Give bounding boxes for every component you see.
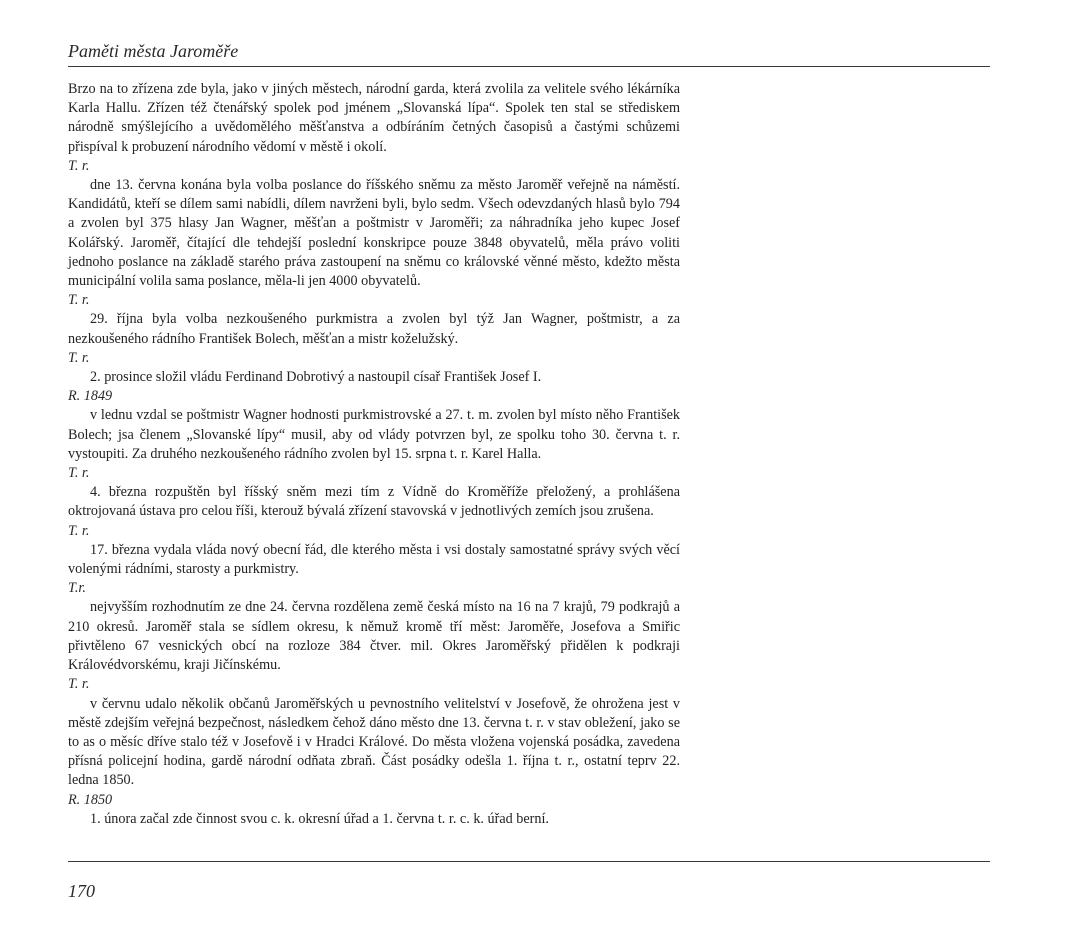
date-marker-1: T. r. bbox=[68, 157, 90, 174]
paragraph-0: Brzo na to zřízena zde byla, jako v jiných městech, národní garda, která zvolila za velitele svého lékárníka Karla Hallu. Zřízen též čtenářský spolek pod jménem „Slovanská lípa“. Spolek ten stal se střediskem národně smýšlejícího a uvědomělého měšťanstva a odbíráním četných časopisů a častými schůzemi přispíval k probuzení národního vědomí v městě i okolí. bbox=[68, 81, 680, 155]
paragraph-7: nejvyšším rozhodnutím ze dne 24. června rozdělena země česká místo na 16 na 7 krajů, 79 podkrajů a 210 okresů. Jaroměř stala se sídlem okresu, k němuž kromě tří měst: Jaroměře, Josefova a Smiřic přivtěleno 67 vesnických obcí na rozloze 384 čtver. mil. Okres Jaroměřský přidělen k podkraji Královédvorskému, kraji Jičínskému. bbox=[68, 599, 680, 674]
page-number: 170 bbox=[68, 881, 95, 901]
paragraph-9: 1. února začal zde činnost svou c. k. okresní úřad a 1. června t. r. c. k. úřad berní. bbox=[90, 810, 549, 827]
paragraph-4: v lednu vzdal se poštmistr Wagner hodnosti purkmistrovské a 27. t. m. zvolen byl místo něho František Bolech; jsa členem „Slovanské lípy“ musil, aby od vlády potvrzen byl, ze spolku toho 30. června t. r. vystoupiti. Za druhého nezkoušeného rádního zvolen byl 15. srpna t. r. Karel Halla. bbox=[68, 407, 680, 462]
paragraph-6: 17. března vydala vláda nový obecní řád, dle kterého města i vsi dostaly samostatné správy svých věcí volenými rádními, starosty a purkmistry. bbox=[68, 541, 680, 578]
date-marker-6: T. r. bbox=[68, 522, 90, 539]
date-marker-4: R. 1849 bbox=[68, 388, 113, 405]
date-marker-5: T. r. bbox=[68, 465, 90, 482]
date-marker-3: T. r. bbox=[68, 349, 90, 366]
header-rule bbox=[68, 66, 990, 67]
footer-rule bbox=[68, 861, 990, 862]
date-marker-7: T.r. bbox=[68, 580, 86, 597]
date-marker-8: T. r. bbox=[68, 676, 90, 693]
running-head-title: Paměti města Jaroměře bbox=[68, 41, 239, 61]
paragraph-2: 29. října byla volba nezkoušeného purkmistra a zvolen byl týž Jan Wagner, poštmistr, a za nezkoušeného rádního František Bolech, měšťan a mistr koželužský. bbox=[68, 311, 680, 347]
paragraph-1: dne 13. června konána byla volba poslance do říšského sněmu za město Jaroměř veřejně na náměstí. Kandidátů, kteří se dílem sami nabídli, dílem navrženi byli, bylo sedm. Všech odevzdaných hlasů bylo 794 a zvolen byl 375 hlasy Jan Wagner, měšťan a poštmistr v Jaroměři; za náhradníka jeho kupec Josef Kolářský. Jaroměř, čítající dle tehdejší poslední konskripce pouze 3848 obyvatelů, měla právo voliti jednoho poslance na základě starého práva zastoupení na sněmu co královské věnné město, kdežto města municipální volila sama poslance, měla-li jen 4000 obyvatelů. bbox=[68, 177, 680, 290]
paragraph-5: 4. března rozpuštěn byl říšský sněm mezi tím z Vídně do Kroměříže přeložený, a prohlášena oktrojovaná ústava pro celou říši, kterouž bývalá zřízení stavovská v jednotlivých zemích jsou zrušena. bbox=[68, 484, 680, 520]
paragraph-3: 2. prosince složil vládu Ferdinand Dobrotivý a nastoupil císař František Josef I. bbox=[90, 369, 542, 386]
date-marker-2: T. r. bbox=[68, 292, 90, 309]
paragraph-8: v červnu udalo několik občanů Jaroměřských u pevnostního velitelství v Josefově, že ohrožena jest v městě zdejším veřejná bezpečnost, následkem čehož dáno město dne 13. června t. r. v stav obležení, jako se to as o měsíc dříve stalo též v Josefově i v Hradci Králové. Do města vložena vojenská posádka, zavedena přísná policejní hodina, gardě národní odňata zbraň. Část posádky odešla 1. října t. r., ostatní teprv 22. ledna 1850. bbox=[68, 695, 680, 789]
date-marker-9: R. 1850 bbox=[68, 791, 113, 808]
chronicle-text bbox=[68, 80, 680, 829]
